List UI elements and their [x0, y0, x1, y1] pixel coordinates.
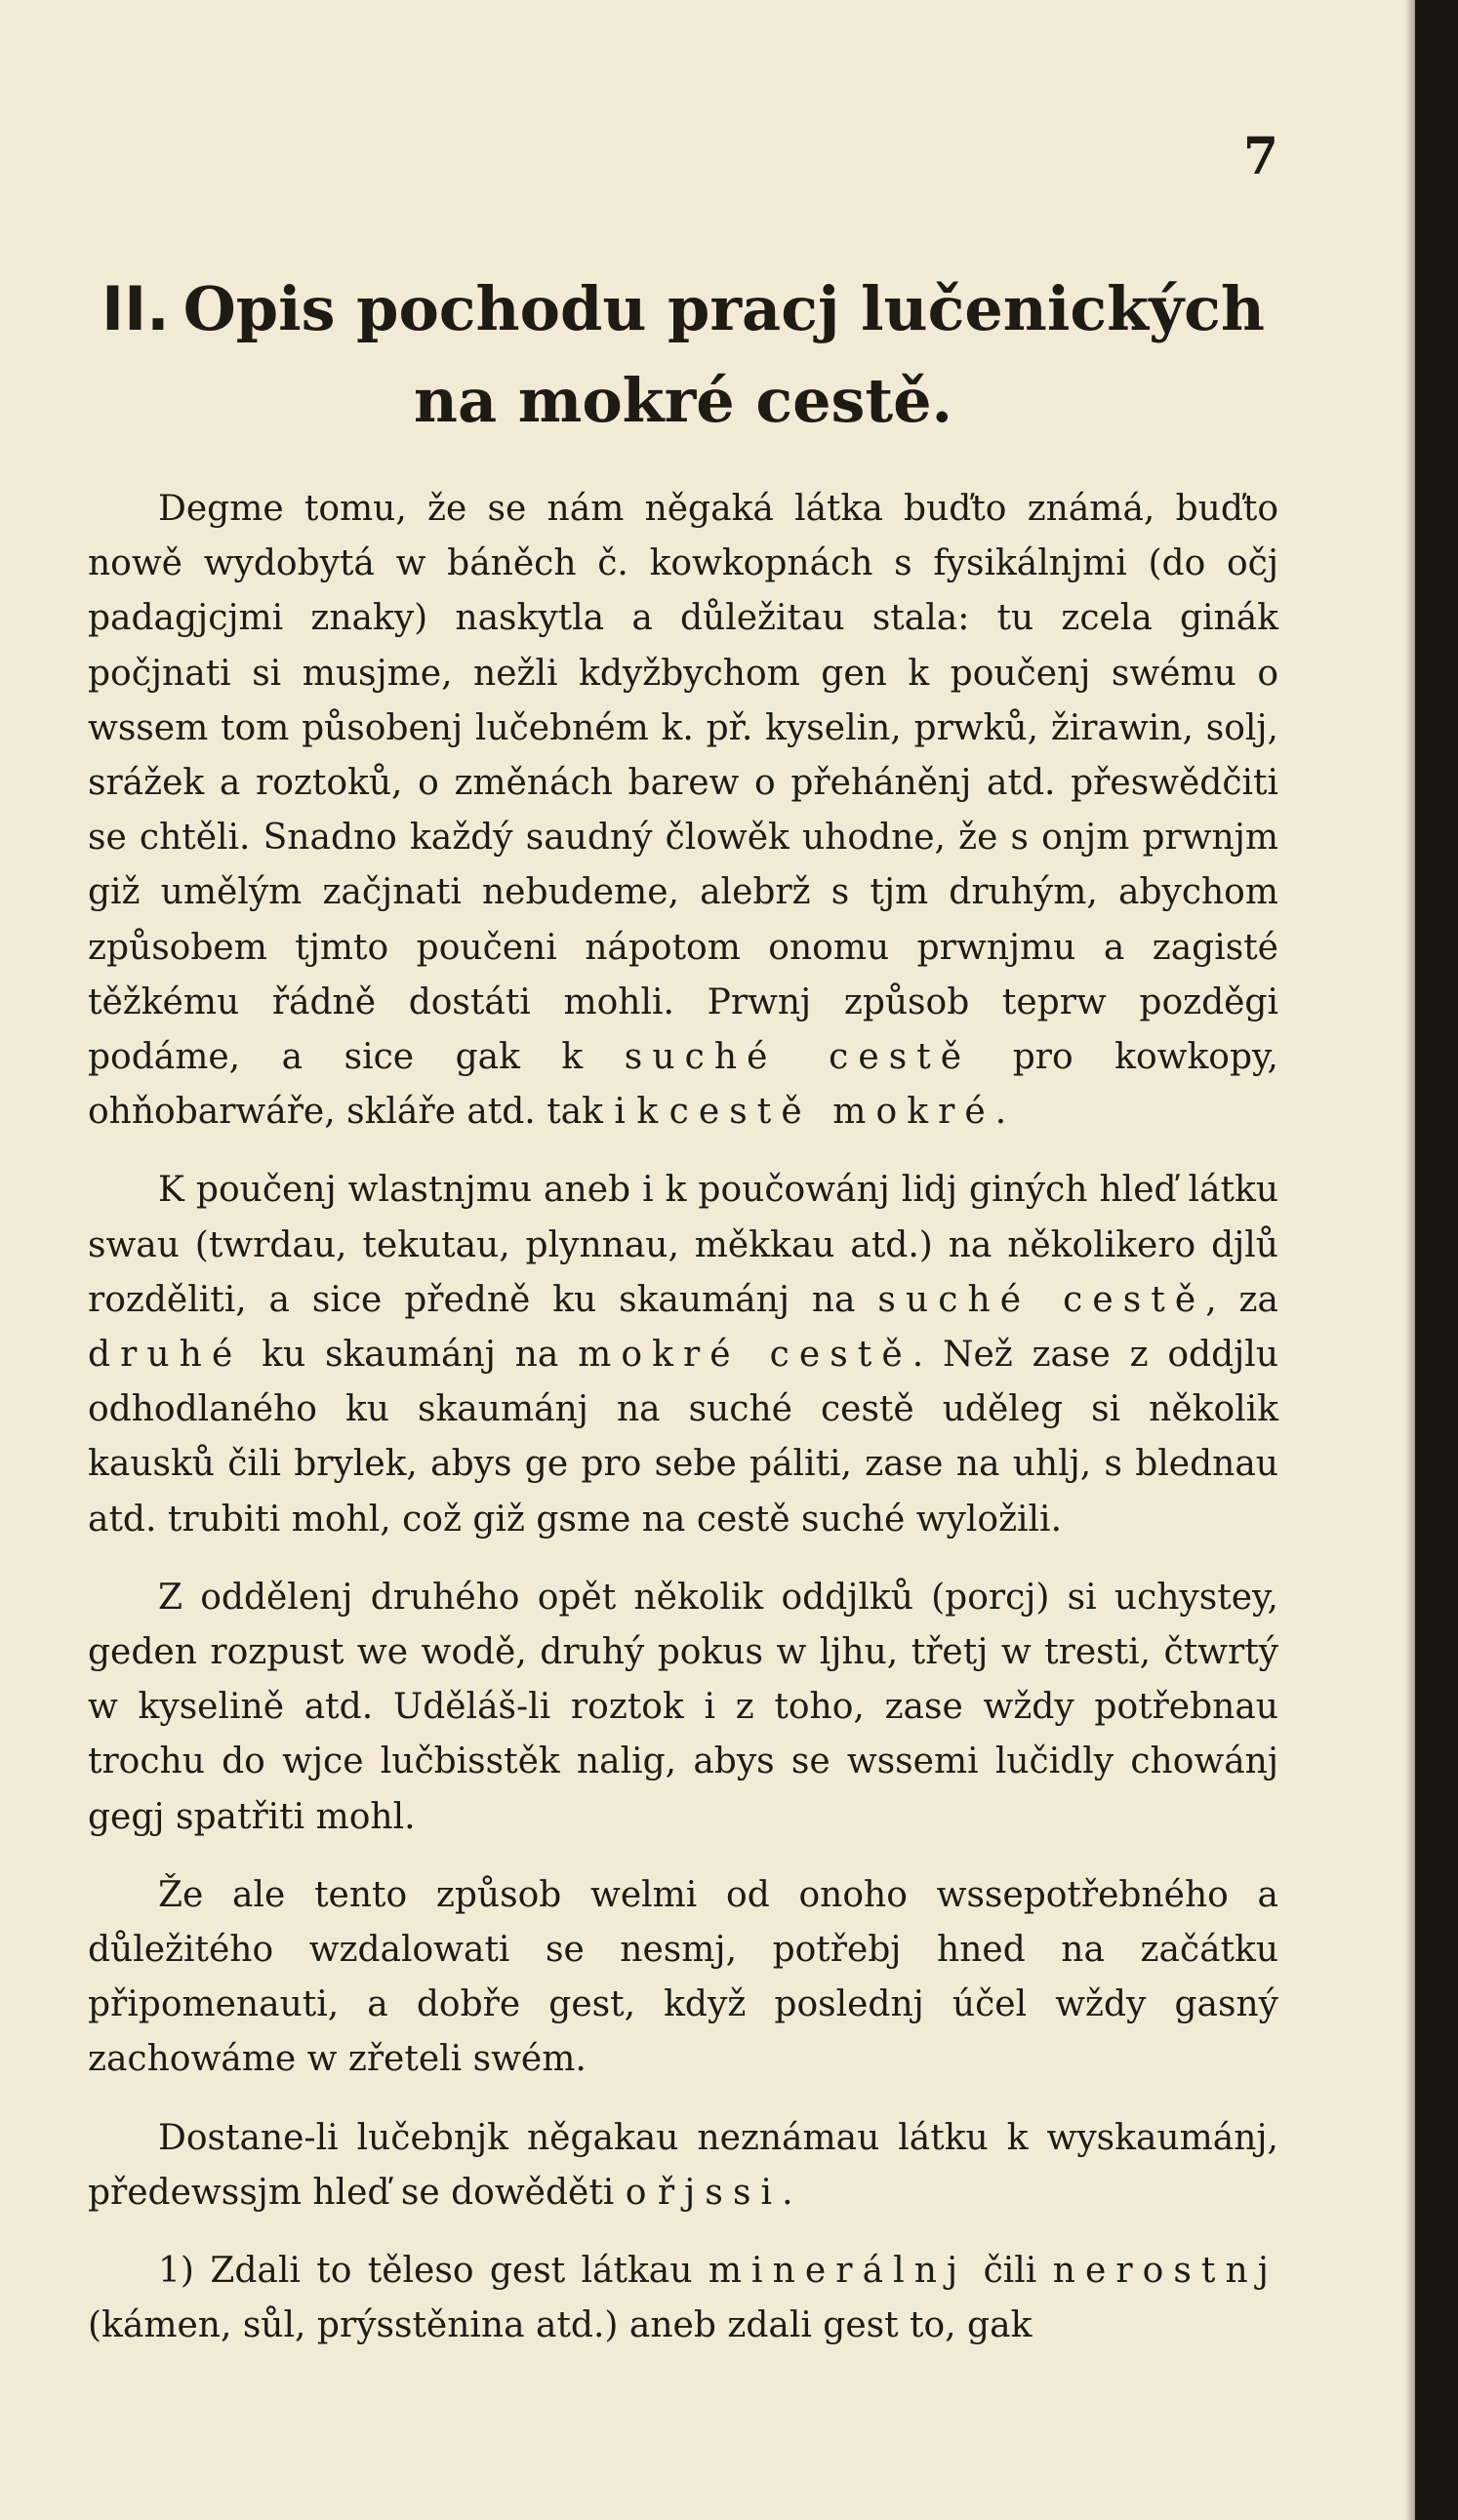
paragraph-6-text-b: čili — [967, 2251, 1053, 2292]
spaced-term-rjssi: řjssi — [657, 2172, 783, 2213]
paragraph-5-text-a: Dostane-li lučebnjk něgakau neznámau látku k wyskaumánj, předewssjm hleď se dowěděti o — [88, 2117, 1278, 2213]
spaced-term-ceste-mokre: cestě mokré — [668, 1092, 995, 1133]
paragraph-6 — [88, 2244, 1278, 2353]
spaced-term-nerostnj: nerostnj — [1052, 2251, 1278, 2292]
page-gutter-shadow — [1405, 0, 1415, 2520]
spaced-term-mokre-ceste: mokré cestě — [578, 1335, 912, 1376]
paragraph-1-text-b: pro kowkopy, ohňobarwáře, skláře atd. tak i k — [88, 1037, 1279, 1133]
paragraph-1 — [88, 482, 1278, 1140]
paragraph-2-text-d: . Než zase z oddjlu odhodlaného ku skaumánj na suché cestě uděleg si několik kausků čili brylek, abys ge pro sebe páliti, zase na uhlj, s blednau atd. trubiti mohl, což giž gsme na cestě suché wyložili. — [88, 1335, 1279, 1540]
paragraph-5 — [88, 2111, 1278, 2220]
paragraph-5-text-b: . — [782, 2172, 793, 2213]
spaced-term-druhe: druhé — [88, 1335, 243, 1376]
paragraph-2-text-a: K poučenj wlastnjmu aneb i k poučowánj lidj giných hleď látku swau (twrdau, tekutau, plynnau, měkkau atd.) na několikero djlů rozděliti, a sice předně ku skaumánj na — [88, 1170, 1278, 1320]
chapter-title — [88, 263, 1278, 447]
paragraph-1-text-a: Degme tomu, že se nám něgaká látka buďto známá, buďto nowě wydobytá w báněch č. kowkopnách s fysikálnjmi (do očj padagjcjmi znaky) naskytla a důležitau stala: tu zcela ginák počjnati si musjme, nežli kdyžbychom gen k poučenj swému o wssem tom působenj lučebném k. př. kyselin, prwků, žirawin, solj, srážek a roztoků, o změnách barew o přeháněnj atd. přeswědčiti se chtěli. Snadno každý saudný člowěk uhodne, že s onjm prwnjm giž umělým začjnati nebudeme, alebrž s tjm druhým, abychom způsobem tjmto poučeni nápotom onomu prwnjmu a zagisté těžkému řádně dostáti mohli. Prwnj způsob teprw pozděgi podáme, a sice gak k — [88, 489, 1278, 1078]
chapter-numeral: II. — [101, 273, 170, 344]
paragraph-3: Z oddělenj druhého opět několik oddjlků (porcj) si uchystey, geden rozpust we wodě, druhý pokus w ljhu, třetj w tresti, čtwrtý w kyselině atd. Uděláš-li roztok i z toho, zase wždy potřebnau trochu do wjce lučbisstěk nalig, abys se wssemi lučidly chowánj gegj spatřiti mohl. — [88, 1577, 1278, 1837]
book-page — [88, 127, 1278, 2378]
chapter-title-text: Opis pochodu pracj lučenických na mokré cestě. — [182, 273, 1265, 436]
book-spine — [1415, 0, 1458, 2520]
paragraph-6-text-c: (kámen, sůl, prýsstěnina atd.) aneb zdali gest to, gak — [88, 2305, 1033, 2346]
spaced-term-suche-ceste: suché cestě — [877, 1279, 1206, 1320]
paragraph-6-text-a: 1) Zdali to těleso gest látkau — [158, 2251, 709, 2292]
paragraph-2-text-b: , za — [1205, 1279, 1278, 1320]
spaced-term-suche-ceste: suché cestě — [624, 1037, 972, 1078]
page-number: 7 — [1242, 127, 1278, 186]
paragraph-1-text-c: . — [994, 1092, 1007, 1133]
paragraph-2-text-c: ku skaumánj na — [242, 1335, 579, 1376]
paragraph-2 — [88, 1163, 1278, 1546]
body-text — [88, 482, 1278, 2354]
spaced-term-mineralnj: minerálnj — [708, 2251, 968, 2292]
paragraph-4: Že ale tento způsob welmi od onoho wssepotřebného a důležitého wzdalowati se nesmj, potřebj hned na začátku připomenauti, a dobře gest, když poslednj účel wždy gasný zachowáme w zřeteli swém. — [88, 1874, 1278, 2080]
